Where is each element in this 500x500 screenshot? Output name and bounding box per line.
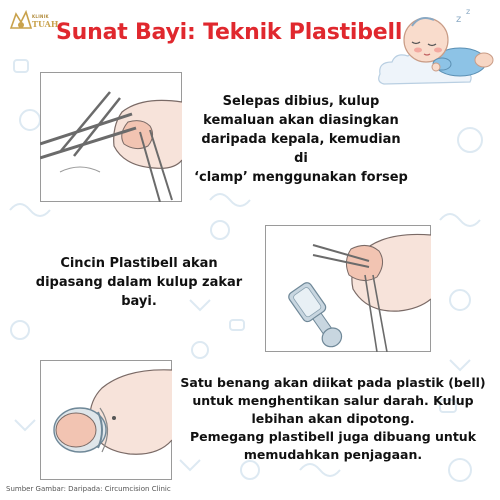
illustration-step-3 (40, 360, 172, 480)
step-3-text (172, 374, 494, 464)
illustration-step-1 (40, 72, 182, 202)
text-line: Cincin Plastibell akan (60, 256, 218, 271)
text-line: Selepas dibius, kulup (222, 94, 380, 109)
image-source-caption: Sumber Gambar: Daripada: Circumcision Clinic (6, 485, 171, 493)
text-line: lebihan akan dipotong. (251, 411, 415, 426)
text-line: untuk menghentikan salur darah. Kulup (192, 393, 474, 408)
step-1-text (194, 92, 408, 187)
text-line: bayi. (121, 294, 157, 309)
brand-name: TUAH (32, 19, 59, 29)
text-line: kemaluan akan diasingkan (203, 113, 399, 128)
text-line: memudahkan penjagaan. (243, 447, 423, 462)
klinik-tuah-logo-icon (8, 10, 34, 32)
step-2-text (28, 254, 250, 311)
illustration-step-2 (265, 225, 431, 352)
text-line: Satu benang akan diikat pada plastik (bell) (180, 375, 486, 390)
svg-text:z: z (466, 7, 471, 16)
svg-text:z: z (456, 14, 462, 25)
text-line: Pemegang plastibell juga dibuang untuk (189, 429, 477, 444)
brand-small-text: KLINIK (32, 14, 49, 19)
text-line: daripada kepala, kemudian di (201, 132, 401, 166)
text-line: ‘clamp’ menggunakan forsep (194, 170, 408, 185)
text-line: dipasang dalam kulup zakar (35, 275, 243, 290)
sleeping-baby-icon (372, 4, 498, 88)
page-title: Sunat Bayi: Teknik Plastibell (56, 20, 403, 45)
